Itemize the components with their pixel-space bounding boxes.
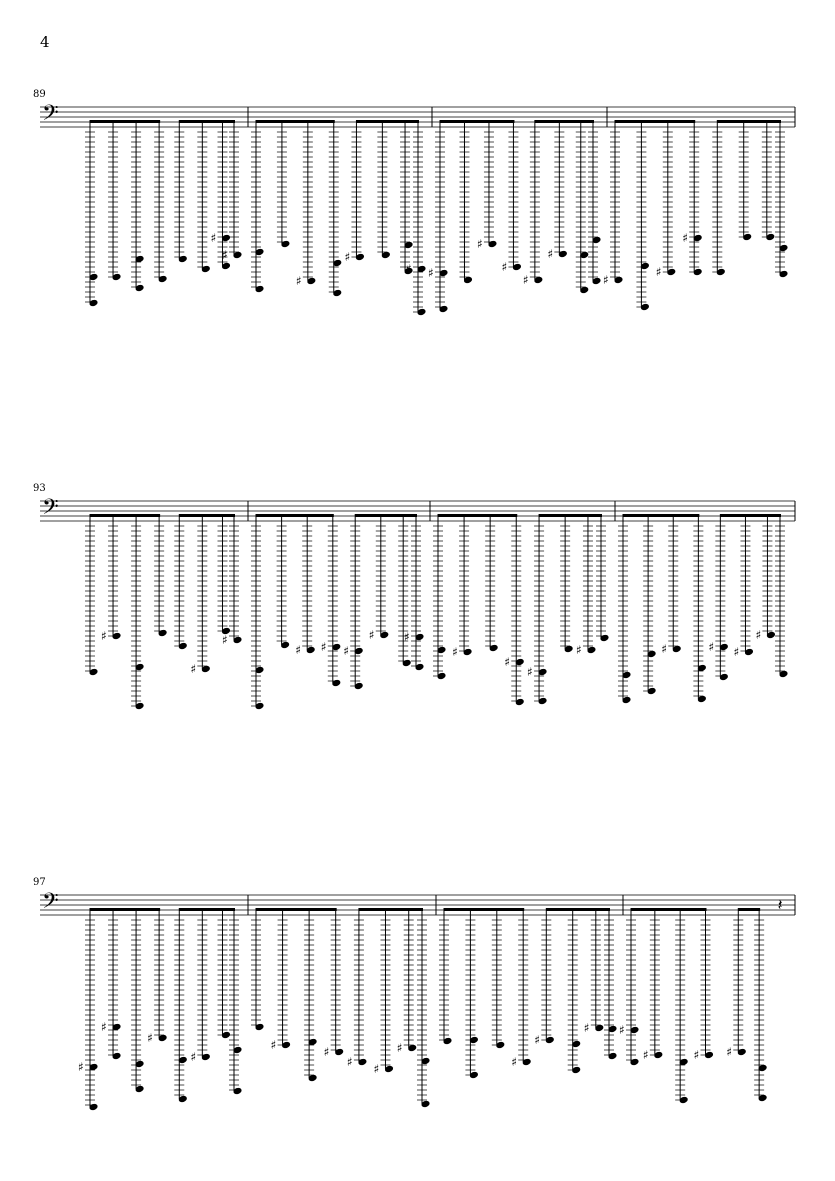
sharp-icon: ♯	[396, 1041, 403, 1055]
beam	[359, 908, 423, 911]
sharp-icon: ♯	[547, 247, 554, 261]
staff-system-2	[40, 495, 795, 710]
beam	[623, 514, 699, 517]
beam	[440, 120, 514, 123]
beam	[717, 120, 781, 123]
sharp-icon: ♯	[270, 1038, 277, 1052]
sharp-icon: ♯	[534, 1033, 541, 1047]
sharp-icon: ♯	[190, 662, 197, 676]
measure-number-system-2: 93	[33, 483, 46, 494]
bass-clef-icon: 𝄢	[42, 889, 59, 919]
sharp-icon: ♯	[101, 1020, 107, 1034]
staff-system-3	[40, 889, 795, 1111]
beam	[256, 120, 335, 123]
sharp-icon: ♯	[693, 1048, 700, 1062]
sharp-icon: ♯	[655, 265, 662, 279]
quarter-rest-icon: 𝄽	[777, 895, 783, 914]
sharp-icon: ♯	[78, 1060, 84, 1074]
sharp-icon: ♯	[404, 630, 410, 644]
sharp-icon: ♯	[222, 633, 228, 647]
measure-number-system-3: 97	[33, 877, 46, 888]
beam	[535, 120, 594, 123]
beam	[90, 514, 160, 517]
beam	[256, 514, 334, 517]
beam	[179, 908, 235, 911]
measure-number-system-1: 89	[33, 89, 46, 100]
sharp-icon: ♯	[373, 1062, 380, 1076]
sharp-icon: ♯	[733, 645, 740, 659]
sharp-icon: ♯	[452, 645, 458, 659]
sharp-icon: ♯	[428, 266, 434, 280]
sharp-icon: ♯	[642, 1048, 649, 1062]
sharp-icon: ♯	[346, 1055, 353, 1069]
sharp-icon: ♯	[222, 248, 228, 262]
sharp-icon: ♯	[344, 250, 351, 264]
beam	[90, 120, 160, 123]
beam	[539, 514, 602, 517]
beam	[355, 514, 417, 517]
bass-clef-icon: 𝄢	[42, 101, 59, 131]
sharp-icon: ♯	[755, 628, 762, 642]
sharp-icon: ♯	[295, 643, 302, 657]
sharp-icon: ♯	[295, 274, 302, 288]
beam	[179, 514, 235, 517]
beam	[615, 120, 695, 123]
sharp-icon: ♯	[575, 643, 582, 657]
staff-system-1	[40, 101, 795, 316]
beam	[444, 908, 524, 911]
sharp-icon: ♯	[320, 640, 327, 654]
sharp-icon: ♯	[147, 1031, 153, 1045]
beam	[179, 120, 235, 123]
beam	[738, 908, 760, 911]
sharp-icon: ♯	[343, 644, 350, 658]
sharp-icon: ♯	[406, 262, 412, 276]
sharp-icon: ♯	[210, 231, 217, 245]
sharp-icon: ♯	[726, 1045, 733, 1059]
sharp-icon: ♯	[511, 1055, 518, 1069]
beam	[631, 908, 707, 911]
sharp-icon: ♯	[708, 640, 715, 654]
beam	[256, 908, 337, 911]
sharp-icon: ♯	[603, 273, 609, 287]
sharp-icon: ♯	[619, 1023, 625, 1037]
sharp-icon: ♯	[501, 260, 508, 274]
sharp-icon: ♯	[476, 237, 483, 251]
sharp-icon: ♯	[661, 642, 668, 656]
page-number: 4	[40, 33, 50, 51]
beam	[438, 514, 517, 517]
sharp-icon: ♯	[522, 273, 529, 287]
sharp-icon: ♯	[583, 1021, 590, 1035]
sharp-icon: ♯	[504, 655, 511, 669]
bass-clef-icon: 𝄢	[42, 495, 59, 525]
beam	[356, 120, 419, 123]
sharp-icon: ♯	[101, 629, 107, 643]
beam	[90, 908, 160, 911]
beam	[546, 908, 610, 911]
sharp-icon: ♯	[190, 1050, 197, 1064]
sharp-icon: ♯	[682, 231, 689, 245]
sharp-icon: ♯	[368, 628, 375, 642]
sharp-icon: ♯	[323, 1045, 330, 1059]
sharp-icon: ♯	[527, 665, 533, 679]
beam	[720, 514, 781, 517]
